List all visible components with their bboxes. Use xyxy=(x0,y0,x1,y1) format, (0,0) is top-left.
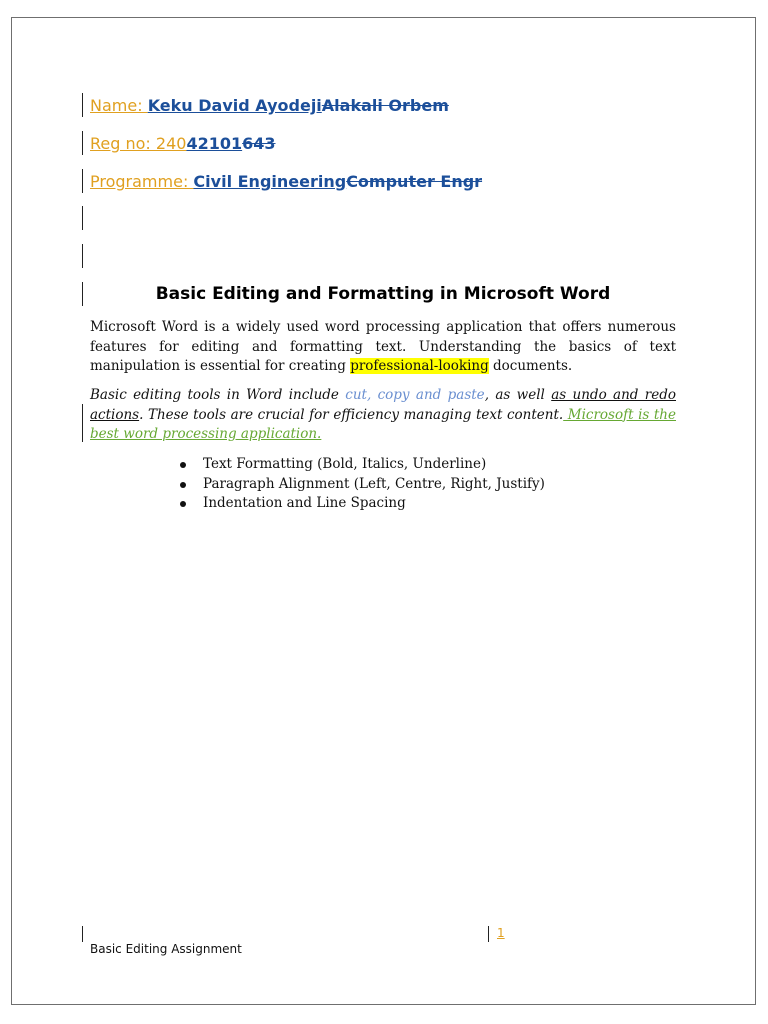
footer-text[interactable]: Basic Editing Assignment xyxy=(90,942,242,956)
page-number[interactable]: 1 xyxy=(497,926,505,940)
paragraph-tools[interactable] xyxy=(90,386,676,445)
intro-text: Microsoft Word is a widely used word processing application that offers numerous features for editing and formatting text. Understanding the basics of text manipulation is essential for creating xyxy=(90,319,676,374)
bullet-icon xyxy=(180,482,186,488)
tools-text-2: , as well xyxy=(484,387,552,403)
change-bar xyxy=(82,926,83,942)
reg-line[interactable] xyxy=(90,133,276,155)
bullet-icon xyxy=(180,501,186,507)
blue-text: cut, copy and paste xyxy=(345,387,485,403)
bullet-list xyxy=(178,455,545,514)
list-item[interactable] xyxy=(178,494,545,514)
reg-inserted[interactable]: 42101 xyxy=(186,134,243,153)
list-item-text: Text Formatting (Bold, Italics, Underline) xyxy=(203,456,487,472)
change-bar xyxy=(82,244,83,268)
reg-deleted[interactable]: 643 xyxy=(242,134,276,153)
inserted-green-text: Microsoft is the best word processing application. xyxy=(90,406,676,442)
bullet-icon xyxy=(180,462,186,468)
change-bar xyxy=(82,404,83,442)
list-item[interactable] xyxy=(178,455,545,475)
programme-deleted[interactable]: Computer Engr xyxy=(346,172,483,191)
name-line[interactable] xyxy=(90,95,449,117)
programme-line[interactable] xyxy=(90,171,482,193)
programme-inserted[interactable]: Civil Engineering xyxy=(193,172,347,191)
change-bar xyxy=(82,206,83,230)
reg-label: Reg no: 240 xyxy=(90,134,187,153)
list-item-text: Indentation and Line Spacing xyxy=(203,495,406,511)
change-bar xyxy=(82,282,83,306)
change-bar xyxy=(82,131,83,155)
tools-text: Basic editing tools in Word include xyxy=(90,387,346,403)
list-item-text: Paragraph Alignment (Left, Centre, Right, Justify) xyxy=(203,475,545,492)
change-bar xyxy=(82,169,83,193)
name-label: Name: xyxy=(90,96,148,115)
highlighted-text: professional-looking xyxy=(350,358,489,374)
document-title[interactable]: Basic Editing and Formatting in Microsoft Word xyxy=(155,284,611,304)
underlined-text: as undo and redo actions xyxy=(90,387,676,423)
programme-label: Programme: xyxy=(90,172,194,191)
name-deleted[interactable]: Alakali Orbem xyxy=(321,96,449,115)
list-item[interactable] xyxy=(178,475,545,495)
tools-text-3: . These tools are crucial for efficiency managing text content. xyxy=(139,406,564,423)
name-inserted[interactable]: Keku David Ayodeji xyxy=(147,96,322,115)
change-bar xyxy=(488,926,489,942)
paragraph-intro[interactable] xyxy=(90,318,676,377)
intro-text-end: documents. xyxy=(488,358,573,374)
change-bar xyxy=(82,93,83,117)
